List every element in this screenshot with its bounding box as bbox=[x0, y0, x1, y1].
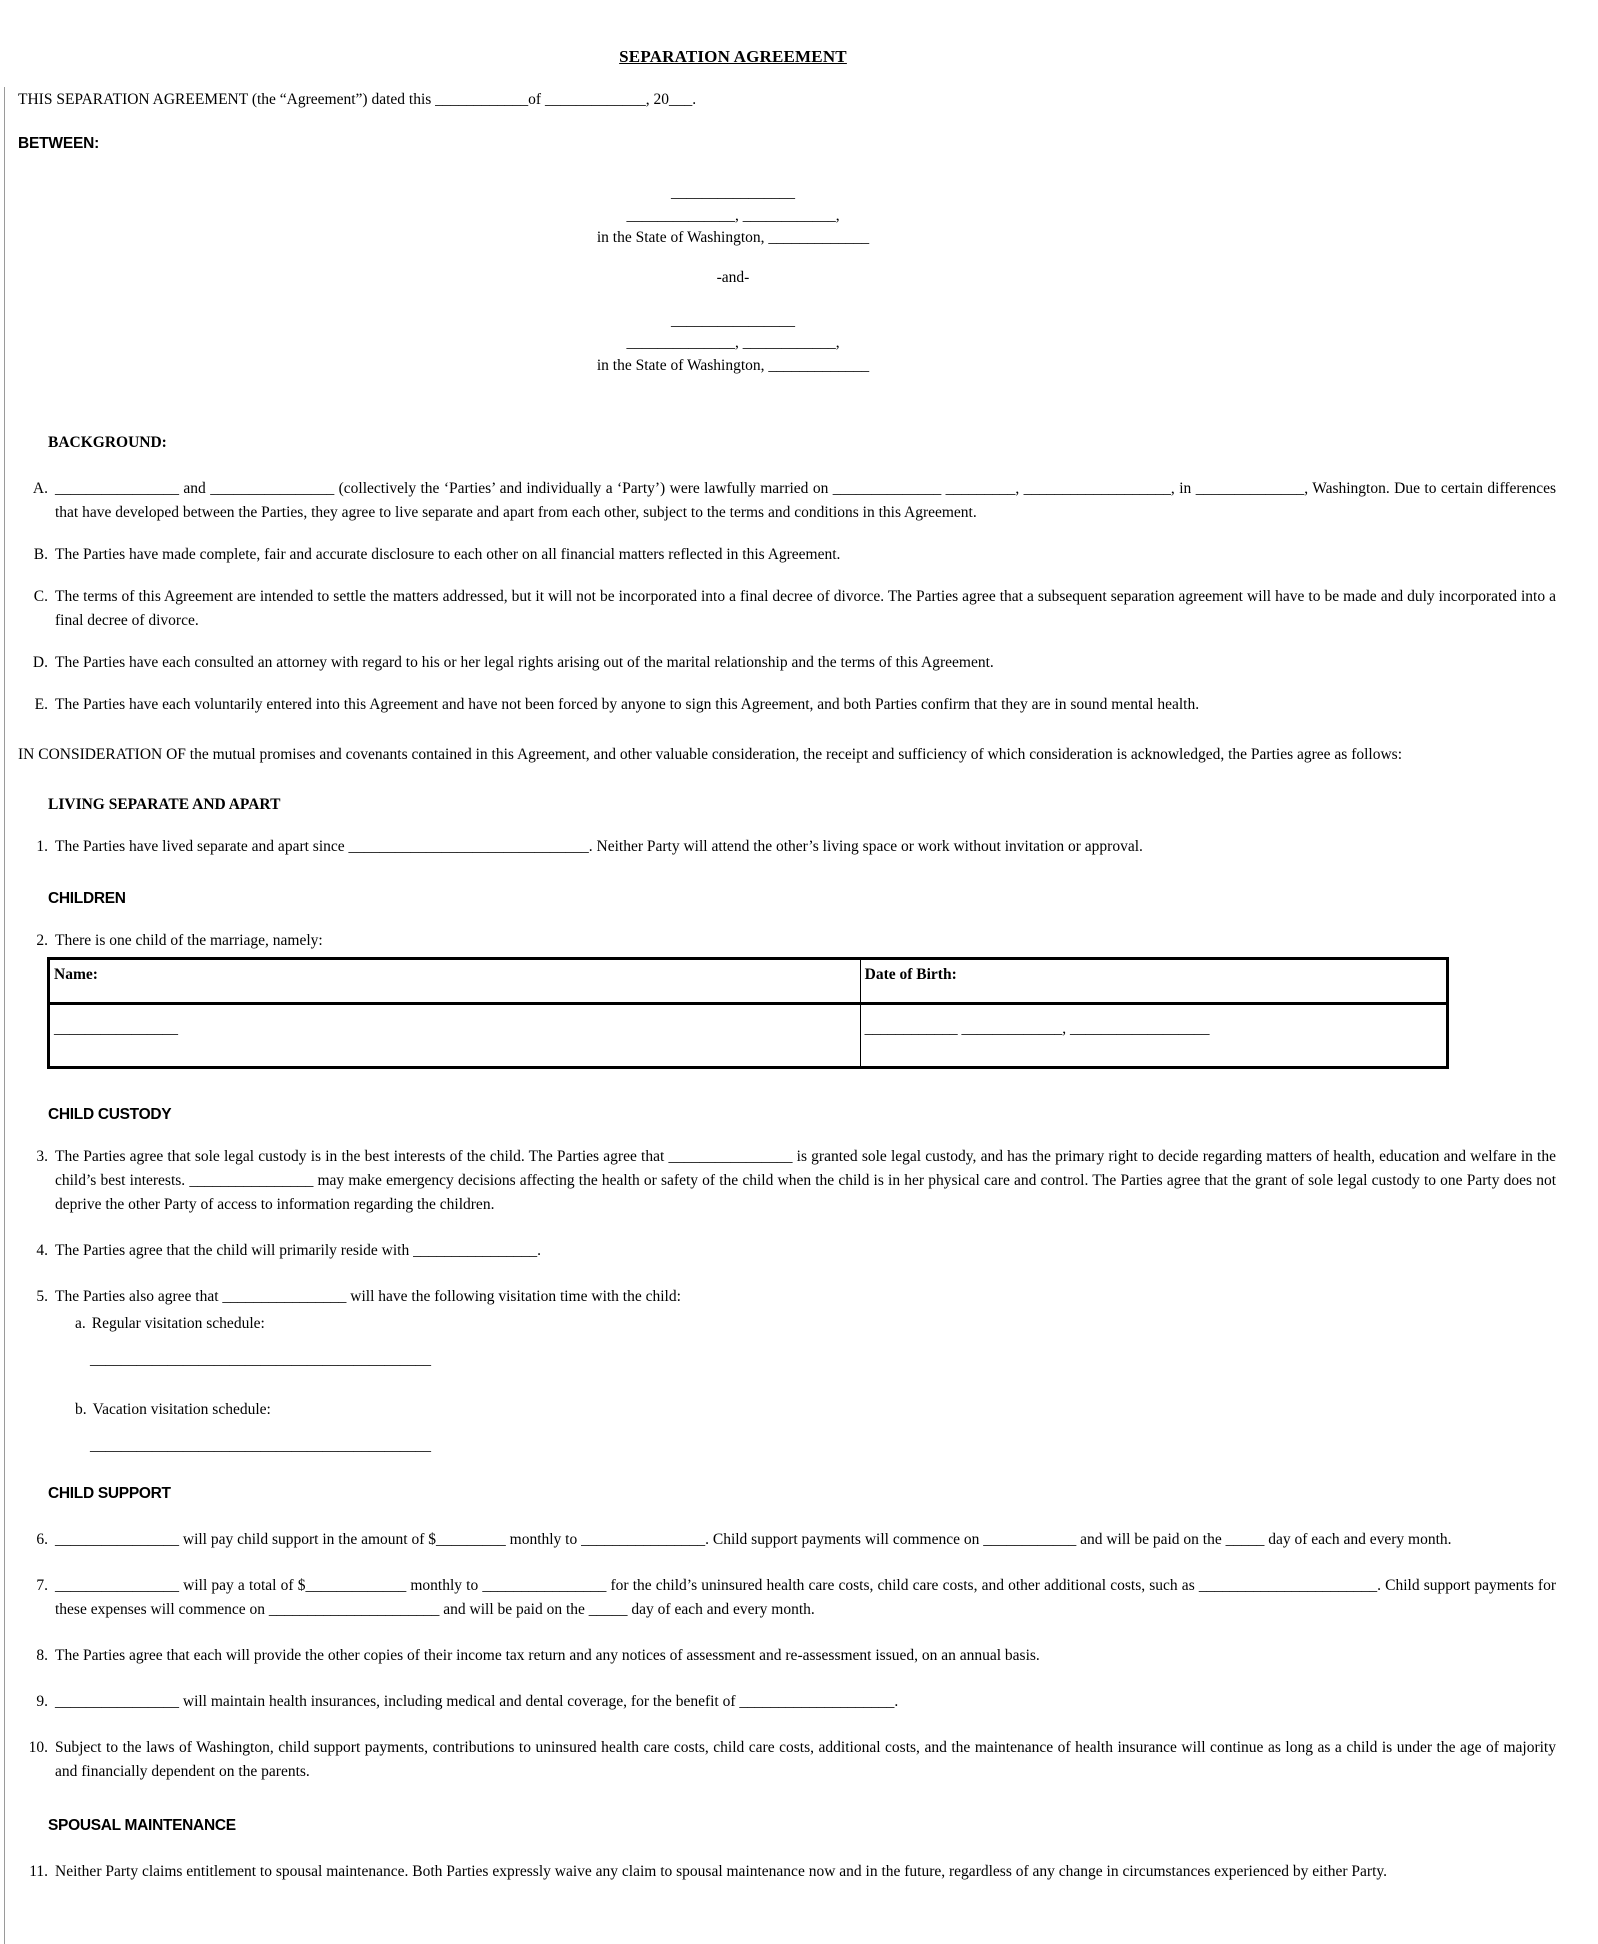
party-1-state-line: in the State of Washington, _____________ bbox=[596, 229, 870, 247]
background-item-a bbox=[18, 477, 1556, 525]
list-item-9 bbox=[18, 1690, 1556, 1714]
item-letter: C. bbox=[33, 588, 48, 606]
list-item-4 bbox=[18, 1239, 1556, 1263]
item-text: The Parties have each voluntarily entered into this Agreement and have not been forced by anyone to sign this Agreement, and both Parties confirm that they are in sound mental health. bbox=[55, 696, 1200, 714]
item-letter: E. bbox=[34, 696, 48, 714]
section-heading-child-custody: CHILD CUSTODY bbox=[48, 1106, 172, 1124]
item-text: The Parties agree that each will provide the other copies of their income tax return and any notices of assessment and re-assessment issued, on an annual basis. bbox=[55, 1646, 1040, 1664]
item-text: There is one child of the marriage, namely: bbox=[55, 932, 323, 950]
party-1-city-blank: ______________, ____________, bbox=[626, 206, 840, 224]
list-item-11 bbox=[18, 1860, 1556, 1884]
item-text: The Parties also agree that ________________ will have the following visitation time with the child: bbox=[55, 1288, 681, 1306]
item-text: Subject to the laws of Washington, child support payments, contributions to uninsured health care costs, child care costs, additional costs, and the maintenance of health insurance will continue as long as a child is under the age of majority and financially dependent on the parents. bbox=[55, 1738, 1556, 1780]
dob-column-header: Date of Birth: bbox=[860, 959, 1447, 1004]
party-2-block bbox=[18, 310, 1448, 377]
children-table-data-row bbox=[49, 1004, 1448, 1068]
document-title: SEPARATION AGREEMENT bbox=[619, 47, 847, 66]
list-item-8 bbox=[18, 1644, 1556, 1668]
regular-visitation-blank-line: ____________________________________________ bbox=[90, 1350, 431, 1368]
background-item-e bbox=[18, 693, 1556, 717]
consideration-paragraph: IN CONSIDERATION OF the mutual promises and covenants contained in this Agreement, and other valuable consideration, the receipt and sufficiency of which consideration is acknowledged, the Parties agree as follows: bbox=[18, 746, 1403, 764]
item-number: 9. bbox=[36, 1692, 48, 1710]
item-text: The terms of this Agreement are intended to settle the matters addressed, but it will not be incorporated into a final decree of divorce. The Parties agree that a subsequent separation agreement will have to be made and duly incorporated into a final decree of divorce. bbox=[55, 588, 1556, 630]
item-number: 8. bbox=[36, 1646, 48, 1664]
section-heading-child-support: CHILD SUPPORT bbox=[48, 1484, 171, 1502]
section-heading-children: CHILDREN bbox=[48, 890, 126, 908]
item-text: The Parties agree that sole legal custody is in the best interests of the child. The Parties agree that ________________ is granted sole legal custody, and has the primary right to decide regarding matters of health, education and welfare in the child’s best interests. ________________ may make emergency decisions affecting the health or safety of the child when the child is in her physical care and control. The Parties agree that the grant of sole legal custody to one Party does not deprive the other Party of access to information regarding the children. bbox=[55, 1148, 1556, 1214]
sub-item-label: Regular visitation schedule: bbox=[91, 1314, 265, 1332]
background-item-c bbox=[18, 585, 1556, 633]
item-text: The Parties agree that the child will primarily reside with ________________. bbox=[55, 1242, 541, 1260]
child-name-blank: ________________ bbox=[49, 1004, 861, 1068]
item-letter: A. bbox=[32, 480, 48, 498]
item-text: ________________ will pay a total of $_____________ monthly to ________________ for the child’s uninsured health care costs, child care costs, and other additional costs, such as _______________________. Child support payments for these expenses will commence on ______________________ and will be paid on the _____ day of each and every month. bbox=[55, 1576, 1556, 1618]
background-item-d bbox=[18, 651, 1556, 675]
party-2-name-blank: ________________ bbox=[671, 311, 795, 329]
list-item-7 bbox=[18, 1574, 1556, 1622]
item-number: 3. bbox=[36, 1148, 48, 1166]
item-number: 11. bbox=[29, 1862, 48, 1880]
item-text: The Parties have made complete, fair and accurate disclosure to each other on all financial matters reflected in this Agreement. bbox=[55, 546, 841, 564]
item-text: The Parties have each consulted an attorney with regard to his or her legal rights arising out of the marital relationship and the terms of this Agreement. bbox=[55, 654, 994, 672]
children-table bbox=[47, 957, 1449, 1069]
party-2-city-blank: ______________, ____________, bbox=[626, 334, 840, 352]
item-text: Neither Party claims entitlement to spousal maintenance. Both Parties expressly waive any claim to spousal maintenance now and in the future, regardless of any change in circumstances experienced by either Party. bbox=[55, 1862, 1387, 1880]
item-text: The Parties have lived separate and apart since _______________________________. Neither Party will attend the other’s living space or work without invitation or approval. bbox=[55, 838, 1143, 856]
party-2-state-line: in the State of Washington, _____________ bbox=[596, 356, 870, 374]
item-number: 5. bbox=[36, 1288, 48, 1306]
item-letter: B. bbox=[33, 546, 48, 564]
item-number: 10. bbox=[28, 1738, 48, 1756]
list-item-10 bbox=[18, 1736, 1556, 1784]
sub-item-regular-visitation bbox=[75, 1312, 1556, 1336]
vacation-visitation-blank-line: ____________________________________________ bbox=[90, 1436, 431, 1454]
background-item-b bbox=[18, 543, 1556, 567]
list-item-2 bbox=[18, 929, 1556, 953]
sub-item-letter: a. bbox=[75, 1314, 86, 1332]
list-item-3 bbox=[18, 1145, 1556, 1217]
separation-agreement-document bbox=[0, 44, 1598, 1944]
section-heading-spousal-maintenance: SPOUSAL MAINTENANCE bbox=[48, 1816, 236, 1834]
item-text: ________________ will maintain health insurances, including medical and dental coverage, for the benefit of ____________________. bbox=[55, 1692, 899, 1710]
section-heading-living-separate: LIVING SEPARATE AND APART bbox=[48, 796, 281, 814]
page-left-border bbox=[4, 87, 5, 1944]
item-number: 6. bbox=[36, 1530, 48, 1548]
item-number: 4. bbox=[36, 1242, 48, 1260]
between-label: BETWEEN: bbox=[18, 135, 100, 153]
child-dob-blank: ____________ _____________, __________________ bbox=[860, 1004, 1447, 1068]
item-text: ________________ and ________________ (collectively the ‘Parties’ and individually a ‘Party’) were lawfully married on ______________ _________, ___________________, in ______________, Washington. Due to certain differences that have developed between the Parties, they agree to live separate and apart from each other, subject to the terms and conditions in this Agreement. bbox=[55, 480, 1556, 522]
party-1-name-blank: ________________ bbox=[671, 184, 795, 202]
item-number: 2. bbox=[36, 932, 48, 950]
intro-paragraph: THIS SEPARATION AGREEMENT (the “Agreement”) dated this ____________of _____________, 20___. bbox=[18, 91, 697, 109]
item-letter: D. bbox=[32, 654, 48, 672]
sub-item-label: Vacation visitation schedule: bbox=[92, 1400, 271, 1418]
children-table-header-row bbox=[49, 959, 1448, 1004]
party-1-block bbox=[18, 182, 1448, 249]
item-number: 7. bbox=[36, 1576, 48, 1594]
list-item-5 bbox=[18, 1285, 1556, 1309]
and-separator: -and- bbox=[716, 268, 750, 286]
sub-item-letter: b. bbox=[75, 1400, 87, 1418]
item-text: ________________ will pay child support in the amount of $_________ monthly to ________________. Child support payments will commence on ____________ and will be paid on the _____ day of each and every month. bbox=[55, 1530, 1452, 1548]
name-column-header: Name: bbox=[49, 959, 861, 1004]
list-item-6 bbox=[18, 1528, 1556, 1552]
item-number: 1. bbox=[36, 838, 48, 856]
list-item-1 bbox=[18, 835, 1556, 859]
sub-item-vacation-visitation bbox=[75, 1398, 1556, 1422]
background-heading: BACKGROUND: bbox=[48, 434, 167, 452]
